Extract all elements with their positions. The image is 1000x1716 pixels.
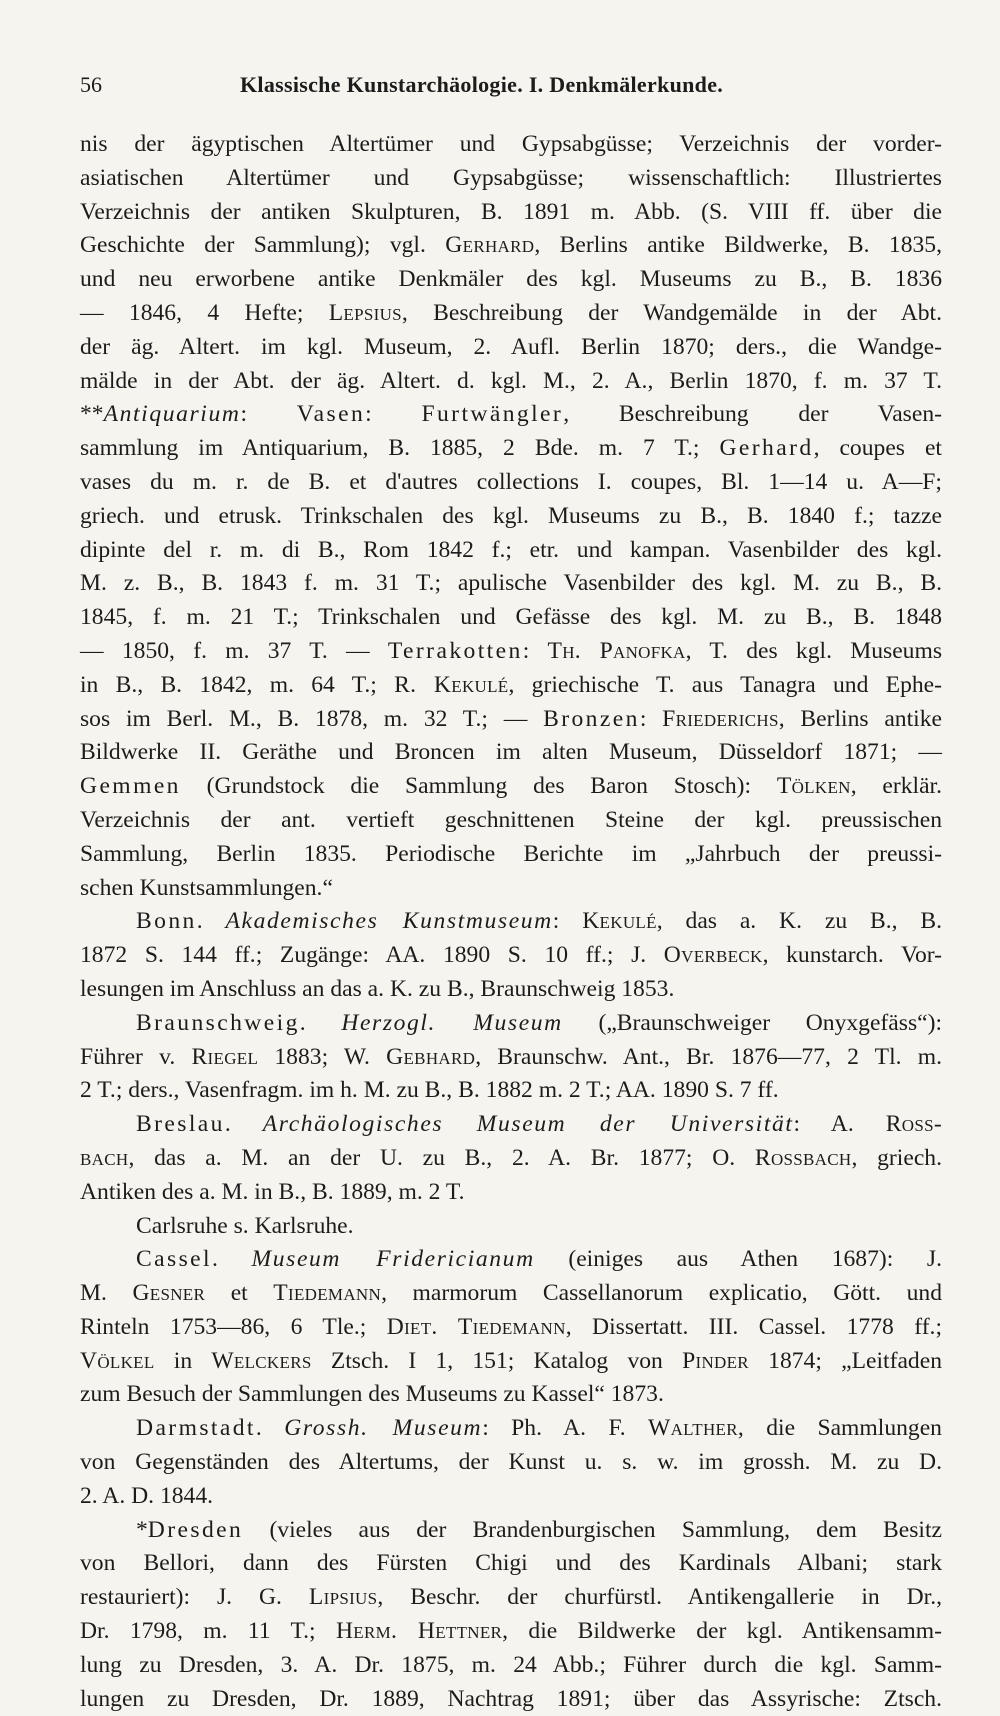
text-segment: , das a. K. zu B., B. [656, 908, 942, 935]
text-line [80, 500, 942, 534]
text-segment: 1845, f. m. 21 T.; Trinkschalen und Gefässe des kgl. M. zu B., B. 1848 [80, 604, 942, 631]
text-line [80, 1176, 942, 1210]
text-segment: . [196, 908, 226, 935]
text-line [80, 736, 942, 770]
text-segment: Antiquarium [103, 401, 241, 428]
text-line [80, 635, 942, 669]
text-segment: Verzeichnis der ant. vertieft geschnittenen Steine der kgl. preussischen [80, 806, 942, 833]
text-segment: („Braunschweiger Onyxgefäss“): [562, 1009, 943, 1036]
text-segment: 1874; „Leitfaden [748, 1347, 942, 1374]
text-segment: Pinder [682, 1347, 749, 1374]
text-segment: : [522, 637, 548, 664]
text-segment: M. z. B., B. 1843 f. m. 31 T.; apulische Vasenbilder des kgl. M. zu B., B. [80, 570, 942, 597]
text-line [80, 534, 942, 568]
text-segment: sos im Berl. M., B. 1878, m. 32 T.; — [80, 705, 544, 732]
text-segment: griech. und etrusk. Trinkschalen des kgl. Museums zu B., B. 1840 f.; tazze [80, 502, 942, 529]
text-segment: ** [80, 401, 104, 428]
text-segment: Walther [648, 1415, 738, 1442]
text-line [80, 1210, 942, 1244]
text-segment: mälde in der Abt. der äg. Altert. d. kgl. M., 2. A., Berlin 1870, f. m. 37 T. [80, 367, 942, 394]
text-segment: bach [80, 1144, 129, 1171]
text-segment: , Beschreibung der Vasen- [563, 401, 942, 428]
text-segment: schen Kunstsammlungen.“ [80, 874, 333, 901]
text-segment: — 1846, 4 Hefte; [80, 299, 329, 326]
text-line [80, 1074, 942, 1108]
text-segment: Lepsius [328, 299, 402, 326]
text-segment: Welckers [211, 1347, 312, 1374]
text-segment: . [212, 1246, 252, 1273]
text-line [80, 1277, 942, 1311]
text-segment: , marmorum Cassellanorum explicatio, Gött. und [381, 1280, 942, 1307]
text-segment: 1872 S. 144 ff.; Zugänge: AA. 1890 S. 10 ff.; J. [80, 942, 664, 969]
text-segment: Overbeck [663, 942, 763, 969]
text-line [80, 838, 942, 872]
text-segment: der äg. Altert. im kgl. Museum, 2. Aufl. Berlin 1870; ders., die Wandge- [80, 333, 942, 360]
text-segment: Geschichte der Sammlung); vgl. [80, 232, 446, 259]
text-segment: Vasen [296, 401, 366, 428]
text-segment: , T. des kgl. Museums [685, 637, 942, 664]
text-line [80, 128, 942, 162]
text-segment: Dr. 1798, m. 11 T.; [80, 1618, 336, 1645]
text-segment: Carlsruhe s. Karlsruhe. [136, 1212, 354, 1239]
text-segment: , erklär. [850, 773, 942, 800]
text-segment: , griechische T. aus Tanagra und Ephe- [508, 671, 943, 698]
text-segment: et [205, 1280, 274, 1307]
text-line [80, 872, 942, 906]
text-line [80, 1412, 942, 1446]
text-segment: Bonn [136, 908, 197, 935]
text-line [80, 1547, 942, 1581]
text-segment: Sammlung, Berlin 1835. Periodische Berichte im „Jahrbuch der preussi- [80, 840, 942, 867]
text-segment: : [365, 401, 422, 428]
text-segment: : A. [793, 1111, 886, 1138]
text-line [80, 703, 942, 737]
text-line [80, 1649, 942, 1683]
text-segment: in B., B. 1842, m. 64 T.; [80, 671, 395, 698]
text-segment: * [136, 1516, 148, 1543]
text-segment: Ztsch. I 1, 151; Katalog von [311, 1347, 683, 1374]
text-line [80, 1243, 942, 1277]
text-segment: , coupes et [813, 435, 942, 462]
text-line [80, 1345, 942, 1379]
text-line [80, 297, 942, 331]
text-segment: , kunstarch. Vor- [762, 942, 942, 969]
text-line [80, 1142, 942, 1176]
text-segment: — 1850, f. m. 37 T. — [80, 637, 388, 664]
page-number: 56 [80, 72, 102, 97]
text-segment: und neu erworbene antike Denkmäler des kgl. Museums zu B., B. 1836 [80, 266, 942, 293]
text-segment: , das a. M. an der U. zu B., 2. A. Br. 1877; O. [128, 1144, 755, 1171]
text-segment: , Beschreibung der Wandgemälde in der Abt. [401, 299, 942, 326]
text-line [80, 601, 942, 635]
text-segment: 1883; W. [258, 1043, 387, 1070]
body-text [80, 128, 942, 1716]
text-line [80, 263, 942, 297]
text-line [80, 905, 942, 939]
text-segment: Th. Panofka [547, 637, 686, 664]
text-line [80, 1446, 942, 1480]
text-segment: , die Sammlungen [737, 1415, 942, 1442]
text-line [80, 567, 942, 601]
text-segment: (Grundstock die Sammlung des Baron Stosch): [180, 773, 777, 800]
text-line [80, 1041, 942, 1075]
text-line [80, 365, 942, 399]
text-line [80, 770, 942, 804]
text-segment: Rossbach [754, 1144, 852, 1171]
text-segment: Terrakotten [387, 637, 523, 664]
text-segment: von Bellori, dann des Fürsten Chigi und des Kardinals Albani; stark [80, 1550, 942, 1577]
text-line [80, 1514, 942, 1548]
text-segment: in [154, 1347, 212, 1374]
text-line [80, 229, 942, 263]
text-segment: Herm. Hettner [335, 1618, 503, 1645]
text-segment: Riegel [191, 1043, 259, 1070]
page-header [80, 72, 940, 108]
text-segment: Braunschweig [136, 1009, 300, 1036]
text-segment: vases du m. r. de B. et d'autres collections I. coupes, Bl. 1—14 u. A—F; [80, 468, 942, 495]
text-segment: , Dissertatt. III. Cassel. 1778 ff.; [565, 1313, 942, 1340]
text-segment: . [255, 1415, 285, 1442]
text-line [80, 1480, 942, 1514]
text-segment: Lipsius [308, 1584, 378, 1611]
text-segment: Rinteln 1753—86, 6 Tle.; [80, 1313, 387, 1340]
text-segment: lesungen im Anschluss an das a. K. zu B., Braunschweig 1853. [80, 975, 675, 1002]
text-segment: Cassel [136, 1246, 212, 1273]
text-line [80, 466, 942, 500]
text-segment: Friederichs [662, 705, 779, 732]
text-line [80, 669, 942, 703]
text-line [80, 196, 942, 230]
text-line [80, 1108, 942, 1142]
text-line [80, 939, 942, 973]
text-segment: (vieles aus der Brandenburgischen Sammlung, dem Besitz [243, 1516, 942, 1543]
text-segment: Gerhard [719, 435, 814, 462]
text-segment: Verzeichnis der antiken Skulpturen, B. 1891 m. Abb. (S. VIII ff. über die [80, 198, 942, 225]
text-segment: Museum Fridericianum [251, 1246, 535, 1273]
text-segment: Bildwerke II. Geräthe und Broncen im alten Museum, Düsseldorf 1871; — [80, 739, 942, 766]
text-segment: : [639, 705, 663, 732]
text-segment: , Braunschw. Ant., Br. 1876—77, 2 Tl. m. [475, 1043, 942, 1070]
text-line [80, 804, 942, 838]
text-segment: , Berlins antike [778, 705, 942, 732]
text-segment: , Beschr. der churfürstl. Antikengallerie in Dr., [377, 1584, 942, 1611]
text-segment: Antiken des a. M. in B., B. 1889, m. 2 T. [80, 1178, 465, 1205]
text-line [80, 1311, 942, 1345]
text-segment: Grossh. Museum [284, 1415, 483, 1442]
text-segment: . [299, 1009, 342, 1036]
text-segment: R. Kekulé [394, 671, 509, 698]
text-segment: lung zu Dresden, 3. A. Dr. 1875, m. 24 Abb.; Führer durch die kgl. Samm- [80, 1651, 942, 1678]
text-line [80, 1581, 942, 1615]
text-line [80, 1683, 942, 1716]
text-segment: Gemmen [80, 773, 181, 800]
text-segment: : [552, 908, 583, 935]
text-segment: . [224, 1111, 263, 1138]
text-segment: Gerhard [445, 232, 535, 259]
text-line [80, 1378, 942, 1412]
text-line [80, 1007, 942, 1041]
text-segment: : [240, 401, 297, 428]
text-segment: Bronzen [543, 705, 640, 732]
text-segment: Völkel [80, 1347, 155, 1374]
text-segment: Archäologisches Museum der Universität [262, 1111, 794, 1138]
running-title: Klassische Kunstarchäologie. I. Denkmälerkunde. [240, 72, 724, 97]
text-segment: dipinte del r. m. di B., Rom 1842 f.; etr. und kampan. Vasenbilder des kgl. [80, 536, 942, 563]
text-segment: Kekulé [582, 908, 657, 935]
text-segment: (einiges aus Athen 1687): J. [534, 1246, 943, 1273]
text-segment: 2 T.; ders., Vasenfragm. im h. M. zu B., B. 1882 m. 2 T.; AA. 1890 S. 7 ff. [80, 1077, 779, 1104]
text-line [80, 973, 942, 1007]
text-segment: 2. A. D. 1844. [80, 1482, 214, 1509]
text-segment: Ross- [885, 1111, 943, 1138]
text-segment: Gesner [132, 1280, 206, 1307]
text-segment: M. [80, 1280, 133, 1307]
text-segment: Breslau [136, 1111, 225, 1138]
text-segment: : Ph. A. F. [482, 1415, 649, 1442]
text-segment: lungen zu Dresden, Dr. 1889, Nachtrag 1891; über das Assyrische: Ztsch. [80, 1685, 942, 1712]
text-line [80, 1615, 942, 1649]
text-segment: Herzogl. Museum [341, 1009, 563, 1036]
text-segment: Diet. Tiedemann [386, 1313, 566, 1340]
text-segment: Tiedemann [273, 1280, 382, 1307]
text-segment: von Gegenständen des Altertums, der Kunst u. s. w. im grossh. M. zu D. [80, 1449, 942, 1476]
text-segment: Akademisches Kunstmuseum [225, 908, 553, 935]
text-segment: sammlung im Antiquarium, B. 1885, 2 Bde. m. 7 T.; [80, 435, 720, 462]
text-segment: asiatischen Altertümer und Gypsabgüsse; wissenschaftlich: Illustriertes [80, 164, 942, 191]
text-segment: Tölken [776, 773, 851, 800]
text-segment: restauriert): J. G. [80, 1584, 309, 1611]
text-line [80, 398, 942, 432]
text-segment: nis der ägyptischen Altertümer und Gypsabgüsse; Verzeichnis der vorder- [80, 131, 942, 157]
text-line [80, 162, 942, 196]
text-line [80, 331, 942, 365]
text-segment: Dresden [147, 1516, 244, 1543]
text-segment: Gebhard [386, 1043, 476, 1070]
text-line [80, 432, 942, 466]
text-segment: Führer v. [80, 1043, 192, 1070]
text-segment: , die Bildwerke der kgl. Antikensamm- [502, 1618, 942, 1645]
text-segment: , Berlins antike Bildwerke, B. 1835, [534, 232, 942, 259]
text-segment: Darmstadt [136, 1415, 256, 1442]
text-segment: Furtwängler [421, 401, 564, 428]
text-segment: zum Besuch der Sammlungen des Museums zu Kassel“ 1873. [80, 1381, 664, 1408]
text-segment: , griech. [851, 1144, 942, 1171]
